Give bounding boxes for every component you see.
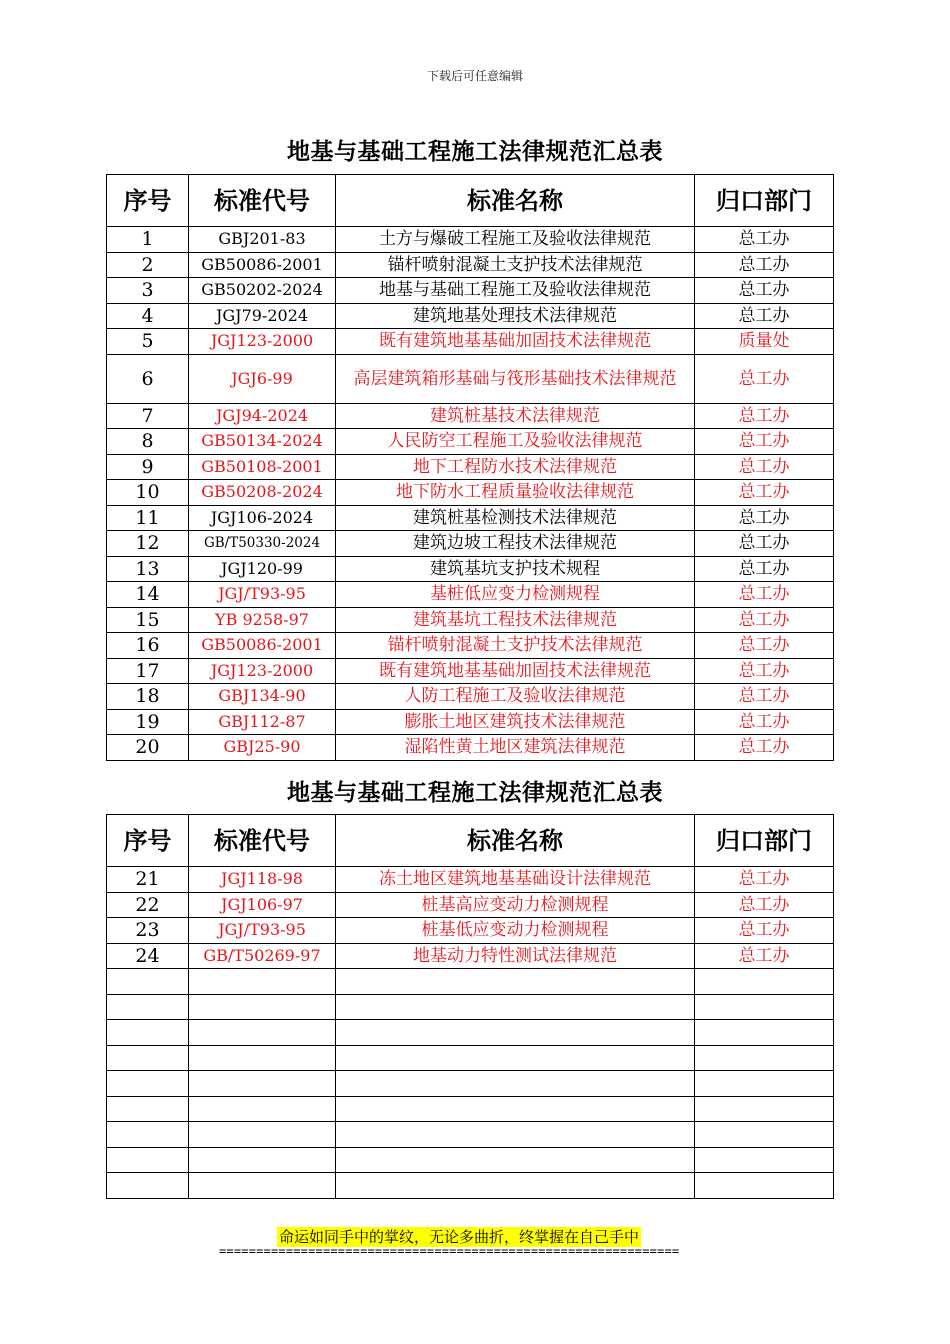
table-title: 地基与基础工程施工法律规范汇总表 [287,780,663,806]
standard-name: 人防工程施工及验收法律规范 [336,684,695,710]
standard-code: GBJ134-90 [189,684,336,710]
empty-cell [107,1173,189,1199]
row-number: 17 [107,658,189,684]
standard-name: 建筑地基处理技术法律规范 [336,303,695,329]
table-row [107,454,834,480]
footer-quote: 命运如同手中的掌纹，无论多曲折，终掌握在自己手中 [279,1228,640,1246]
standard-name: 膨胀土地区建筑技术法律规范 [336,709,695,735]
column-header-name: 标准名称 [336,175,695,227]
department: 总工办 [695,354,834,403]
standard-code: YB 9258-97 [189,607,336,633]
standard-code: JGJ79-2024 [189,303,336,329]
table-header-row [107,175,834,227]
row-number: 7 [107,403,189,429]
row-number: 18 [107,684,189,710]
empty-row [107,969,834,995]
department: 总工办 [695,892,834,918]
empty-cell [695,1147,834,1173]
empty-cell [189,1096,336,1122]
empty-cell [189,1071,336,1097]
department: 总工办 [695,303,834,329]
standard-name: 桩基高应变动力检测规程 [336,892,695,918]
footer-divider: ============================================================== [219,1244,680,1258]
standard-code: GB50108-2001 [189,454,336,480]
table-row [107,892,834,918]
standard-name: 桩基低应变动力检测规程 [336,918,695,944]
row-number: 21 [107,867,189,893]
department: 总工办 [695,918,834,944]
standard-name: 既有建筑地基基础加固技术法律规范 [336,329,695,355]
row-number: 22 [107,892,189,918]
standard-name: 地基动力特性测试法律规范 [336,943,695,969]
standard-code: JGJ120-99 [189,556,336,582]
empty-cell [336,1071,695,1097]
standard-code: JGJ123-2000 [189,658,336,684]
empty-cell [695,969,834,995]
empty-cell [695,1071,834,1097]
empty-row [107,1020,834,1046]
row-number: 6 [107,354,189,403]
table-row [107,531,834,557]
department: 总工办 [695,582,834,608]
row-number: 9 [107,454,189,480]
empty-cell [189,1173,336,1199]
standard-name: 人民防空工程施工及验收法律规范 [336,429,695,455]
empty-cell [695,1045,834,1071]
column-header-dept: 归口部门 [695,175,834,227]
table-row [107,867,834,893]
empty-cell [336,1045,695,1071]
empty-cell [695,994,834,1020]
standard-code: JGJ106-97 [189,892,336,918]
standard-code: JGJ123-2000 [189,329,336,355]
table-row [107,354,834,403]
standard-code: GB50086-2001 [189,633,336,659]
empty-row [107,1045,834,1071]
table-title: 地基与基础工程施工法律规范汇总表 [287,139,663,165]
table-row [107,505,834,531]
department: 总工办 [695,227,834,253]
department: 总工办 [695,429,834,455]
standard-name: 建筑桩基技术法律规范 [336,403,695,429]
table-header-row [107,815,834,867]
empty-cell [107,1122,189,1148]
empty-cell [336,994,695,1020]
table-row [107,607,834,633]
department: 总工办 [695,454,834,480]
row-number: 1 [107,227,189,253]
standard-code: GB50134-2024 [189,429,336,455]
department: 总工办 [695,735,834,761]
column-header-code: 标准代号 [189,175,336,227]
row-number: 4 [107,303,189,329]
standard-code: GB/T50269-97 [189,943,336,969]
column-header-dept: 归口部门 [695,815,834,867]
row-number: 23 [107,918,189,944]
standard-name: 锚杆喷射混凝土支护技术法律规范 [336,633,695,659]
empty-row [107,994,834,1020]
empty-row [107,1122,834,1148]
column-header-name: 标准名称 [336,815,695,867]
department: 总工办 [695,531,834,557]
header-note: 下载后可任意编辑 [426,69,523,83]
department: 质量处 [695,329,834,355]
empty-cell [336,1122,695,1148]
empty-cell [189,1147,336,1173]
department: 总工办 [695,403,834,429]
row-number: 2 [107,252,189,278]
table-row [107,684,834,710]
standard-code: JGJ106-2024 [189,505,336,531]
empty-cell [695,1173,834,1199]
standard-name: 基桩低应变力检测规程 [336,582,695,608]
empty-cell [695,1020,834,1046]
standard-name: 高层建筑箱形基础与筏形基础技术法律规范 [336,354,695,403]
table-row [107,709,834,735]
row-number: 3 [107,278,189,304]
department: 总工办 [695,658,834,684]
row-number: 12 [107,531,189,557]
empty-cell [695,1122,834,1148]
table-row [107,658,834,684]
table-row [107,633,834,659]
standard-code: GBJ25-90 [189,735,336,761]
empty-row [107,1173,834,1199]
empty-row [107,1096,834,1122]
standard-name: 建筑桩基检测技术法律规范 [336,505,695,531]
column-header-code: 标准代号 [189,815,336,867]
standard-name: 湿陷性黄土地区建筑法律规范 [336,735,695,761]
standard-code: GB50208-2024 [189,480,336,506]
standard-code: JGJ/T93-95 [189,582,336,608]
empty-cell [189,1122,336,1148]
department: 总工办 [695,480,834,506]
standard-code: GB/T50330-2024 [189,531,336,557]
empty-cell [107,994,189,1020]
standards-table [106,814,834,1199]
department: 总工办 [695,684,834,710]
empty-cell [107,1147,189,1173]
table-row [107,943,834,969]
department: 总工办 [695,505,834,531]
standard-name: 地基与基础工程施工及验收法律规范 [336,278,695,304]
empty-cell [336,1147,695,1173]
standard-name: 冻土地区建筑地基基础设计法律规范 [336,867,695,893]
standard-name: 土方与爆破工程施工及验收法律规范 [336,227,695,253]
table-row [107,735,834,761]
row-number: 19 [107,709,189,735]
empty-cell [107,969,189,995]
standard-code: GB50202-2024 [189,278,336,304]
row-number: 8 [107,429,189,455]
standard-code: GBJ201-83 [189,227,336,253]
row-number: 24 [107,943,189,969]
empty-cell [189,969,336,995]
row-number: 14 [107,582,189,608]
department: 总工办 [695,252,834,278]
standard-code: JGJ94-2024 [189,403,336,429]
standard-name: 锚杆喷射混凝土支护技术法律规范 [336,252,695,278]
table-row [107,278,834,304]
column-header-no: 序号 [107,815,189,867]
empty-cell [336,1173,695,1199]
table-row [107,480,834,506]
standard-code: GBJ112-87 [189,709,336,735]
empty-cell [107,1071,189,1097]
table-row [107,303,834,329]
standard-name: 建筑边坡工程技术法律规范 [336,531,695,557]
standard-code: GB50086-2001 [189,252,336,278]
department: 总工办 [695,278,834,304]
department: 总工办 [695,867,834,893]
empty-cell [189,1045,336,1071]
standard-name: 建筑基坑支护技术规程 [336,556,695,582]
row-number: 5 [107,329,189,355]
empty-cell [189,1020,336,1046]
empty-cell [107,1096,189,1122]
standard-code: JGJ/T93-95 [189,918,336,944]
standard-code: JGJ118-98 [189,867,336,893]
standard-code: JGJ6-99 [189,354,336,403]
row-number: 15 [107,607,189,633]
department: 总工办 [695,607,834,633]
row-number: 13 [107,556,189,582]
standard-name: 地下工程防水技术法律规范 [336,454,695,480]
row-number: 16 [107,633,189,659]
table-row [107,252,834,278]
empty-row [107,1071,834,1097]
row-number: 11 [107,505,189,531]
empty-cell [189,994,336,1020]
department: 总工办 [695,943,834,969]
empty-cell [336,969,695,995]
table-row [107,556,834,582]
table-row [107,403,834,429]
table-row [107,227,834,253]
column-header-no: 序号 [107,175,189,227]
department: 总工办 [695,556,834,582]
empty-cell [107,1020,189,1046]
empty-row [107,1147,834,1173]
table-row [107,329,834,355]
standards-table [106,174,834,761]
empty-cell [107,1045,189,1071]
row-number: 20 [107,735,189,761]
empty-cell [695,1096,834,1122]
department: 总工办 [695,633,834,659]
table-row [107,582,834,608]
row-number: 10 [107,480,189,506]
empty-cell [336,1020,695,1046]
standard-name: 建筑基坑工程技术法律规范 [336,607,695,633]
table-row [107,429,834,455]
standard-name: 既有建筑地基基础加固技术法律规范 [336,658,695,684]
empty-cell [336,1096,695,1122]
table-row [107,918,834,944]
standard-name: 地下防水工程质量验收法律规范 [336,480,695,506]
department: 总工办 [695,709,834,735]
